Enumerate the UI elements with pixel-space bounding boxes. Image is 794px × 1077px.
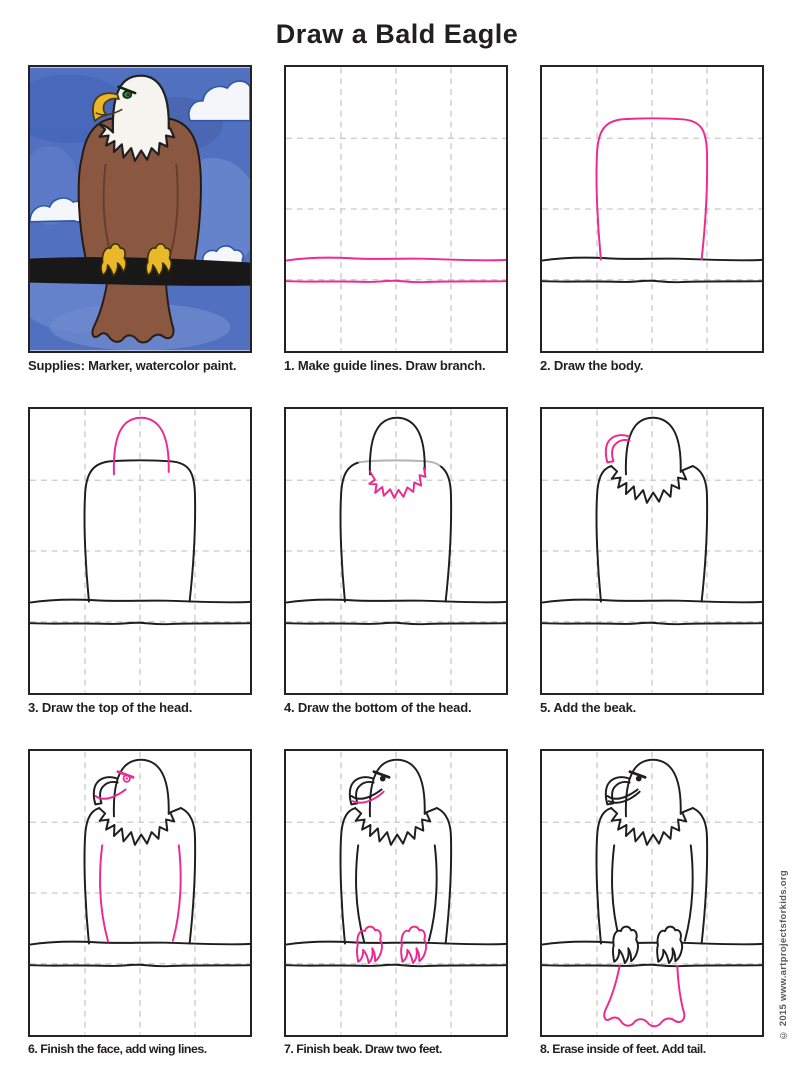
step-cell-1 [284,65,508,373]
step-panel-1 [284,65,508,353]
step-cell-2 [540,65,764,373]
step-2-drawing [542,67,762,351]
step-caption-6: 6. Finish the face, add wing lines. [28,1042,207,1056]
supplies-caption: Supplies: Marker, watercolor paint. [28,358,237,373]
page-title: Draw a Bald Eagle [275,19,519,49]
supplies-panel [28,65,252,353]
step-5-drawing [542,409,762,693]
step-cell-4 [284,407,508,715]
step-panel-8 [540,749,764,1037]
step-cell-3 [28,407,252,715]
step-caption-4: 4. Draw the bottom of the head. [284,700,472,715]
step-cell-6 [28,749,252,1056]
step-caption-1: 1. Make guide lines. Draw branch. [284,358,486,373]
step-caption-3: 3. Draw the top of the head. [28,700,193,715]
step-panel-4 [284,407,508,695]
step-panel-5 [540,407,764,695]
step-panel-3 [28,407,252,695]
step-8-drawing [542,751,762,1035]
step-6-drawing [30,751,250,1035]
step-panel-2 [540,65,764,353]
step-caption-2: 2. Draw the body. [540,358,644,373]
step-cell-8 [540,749,764,1056]
step-cell-7 [284,749,508,1056]
step-3-drawing [30,409,250,693]
step-cell-5 [540,407,764,715]
eagle-painting [30,67,250,351]
step-caption-7: 7. Finish beak. Draw two feet. [284,1042,442,1056]
step-panel-6 [28,749,252,1037]
step-panel-7 [284,749,508,1037]
supplies-cell [28,65,252,373]
step-caption-5: 5. Add the beak. [540,700,637,715]
step-1-drawing [286,67,506,351]
copyright-text: © 2015 www.artprojectsforkids.org [778,869,789,1040]
step-caption-8: 8. Erase inside of feet. Add tail. [540,1042,706,1056]
step-7-drawing [286,751,506,1035]
tutorial-grid [28,65,764,1056]
step-4-drawing [286,409,506,693]
